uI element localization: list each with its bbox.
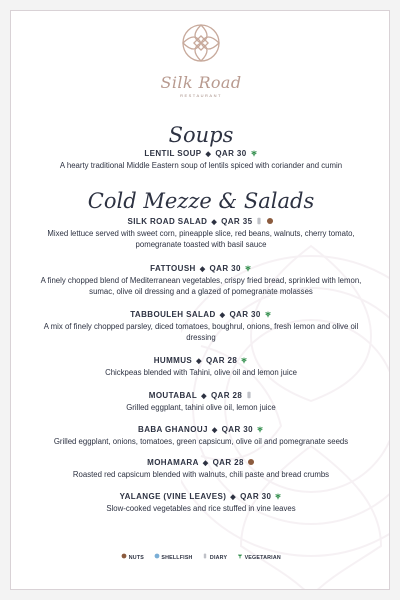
diamond-separator-icon: ◆ [202, 460, 209, 467]
vegetarian-icon [274, 492, 282, 500]
item-name: FATTOUSH [150, 264, 196, 273]
item-name: LENTIL SOUP [144, 149, 202, 158]
legend-vegetarian: VEGETARIAN [237, 553, 281, 561]
silk-road-logo [171, 21, 231, 71]
item-name: HUMMUS [153, 356, 193, 365]
diamond-separator-icon: ◆ [199, 266, 206, 273]
item-price: QAR 28 [205, 356, 238, 365]
menu-item-mohamara [33, 458, 369, 480]
menu-item-tabbouleh-salad [33, 310, 369, 343]
vegetarian-icon [240, 356, 248, 364]
item-price: QAR 30 [240, 492, 272, 501]
item-price: QAR 30 [221, 425, 253, 434]
vegetarian-icon [256, 425, 264, 433]
diamond-separator-icon: ◆ [196, 358, 202, 365]
legend-diary: DIARY [202, 553, 227, 561]
vegetarian-icon [237, 553, 243, 559]
diamond-separator-icon: ◆ [211, 427, 218, 434]
vegetarian-icon [250, 149, 258, 157]
diamond-separator-icon: ◆ [219, 312, 226, 319]
item-description: Grilled eggplant, tahini olive oil, lemon juice [126, 403, 276, 412]
item-description: A mix of finely chopped parsley, diced tomatoes, boughrul, onions, fresh lemon and olive oil dressing [43, 322, 359, 342]
menu-item-baba-ghanouj [33, 425, 369, 447]
diamond-separator-icon: ◆ [205, 151, 212, 158]
allergen-legend [11, 553, 390, 561]
diamond-separator-icon: ◆ [201, 393, 207, 400]
brand-subtitle: RESTAURANT [180, 93, 222, 98]
item-description: Roasted red capsicum blended with walnuts, chili paste and bread crumbs [72, 470, 330, 479]
item-name: MOHAMARA [147, 458, 199, 467]
item-name: SILK ROAD SALAD [127, 217, 208, 226]
item-price: QAR 28 [210, 391, 243, 400]
vegetarian-icon [264, 310, 272, 318]
brand-name: Silk Road [160, 73, 242, 92]
menu-item-hummus [33, 356, 369, 378]
legend-shellfish: SHELLFISH [154, 553, 193, 561]
item-description: A finely chopped blend of Mediterranean vegetables, crispy fried bread, sprinkled with lemon, sumac, olive oil dressing and a glazed of pomegranate molasses [40, 276, 362, 296]
shellfish-icon [154, 553, 160, 559]
legend-nuts: NUTS [121, 553, 144, 561]
nuts-icon [247, 458, 255, 466]
menu-item-silk-road-salad [33, 217, 369, 250]
item-price: QAR 30 [229, 310, 261, 319]
section-title-soups: Soups [168, 123, 234, 147]
section-title-cold-mezze: Cold Mezze & Salads [87, 189, 315, 213]
item-name: TABBOULEH SALAD [130, 310, 216, 319]
item-description: Slow-cooked vegetables and rice stuffed in vine leaves [106, 504, 296, 513]
diary-icon [245, 391, 253, 399]
nuts-icon [266, 217, 274, 225]
item-price: QAR 28 [212, 458, 244, 467]
item-name: YALANGE (VINE LEAVES) [119, 492, 227, 501]
nuts-icon [121, 553, 127, 559]
item-description: Mixed lettuce served with sweet corn, pineapple slice, red beans, walnuts, cherry tomato, pomegranate toasted with basil sauce [47, 229, 355, 249]
diary-icon [255, 217, 263, 225]
diary-icon [202, 553, 208, 559]
item-price: QAR 30 [209, 264, 241, 273]
menu-item-fattoush [33, 264, 369, 297]
item-description: A hearty traditional Middle Eastern soup of lentils spiced with coriander and cumin [59, 161, 343, 170]
item-price: QAR 35 [221, 217, 253, 226]
diamond-separator-icon: ◆ [211, 219, 218, 226]
item-name: MOUTABAL [148, 391, 198, 400]
menu-card [10, 10, 390, 590]
diamond-separator-icon: ◆ [230, 494, 237, 501]
item-price: QAR 30 [215, 149, 247, 158]
menu-item-lentil-soup [33, 149, 369, 171]
item-description: Chickpeas blended with Tahini, olive oil and lemon juice [105, 368, 297, 377]
menu-item-yalange [33, 492, 369, 514]
item-name: BABA GHANOUJ [138, 425, 208, 434]
vegetarian-icon [244, 264, 252, 272]
item-description: Grilled eggplant, onions, tomatoes, green capsicum, olive oil and pomegranate seeds [53, 437, 349, 446]
menu-item-moutabal [33, 391, 369, 413]
